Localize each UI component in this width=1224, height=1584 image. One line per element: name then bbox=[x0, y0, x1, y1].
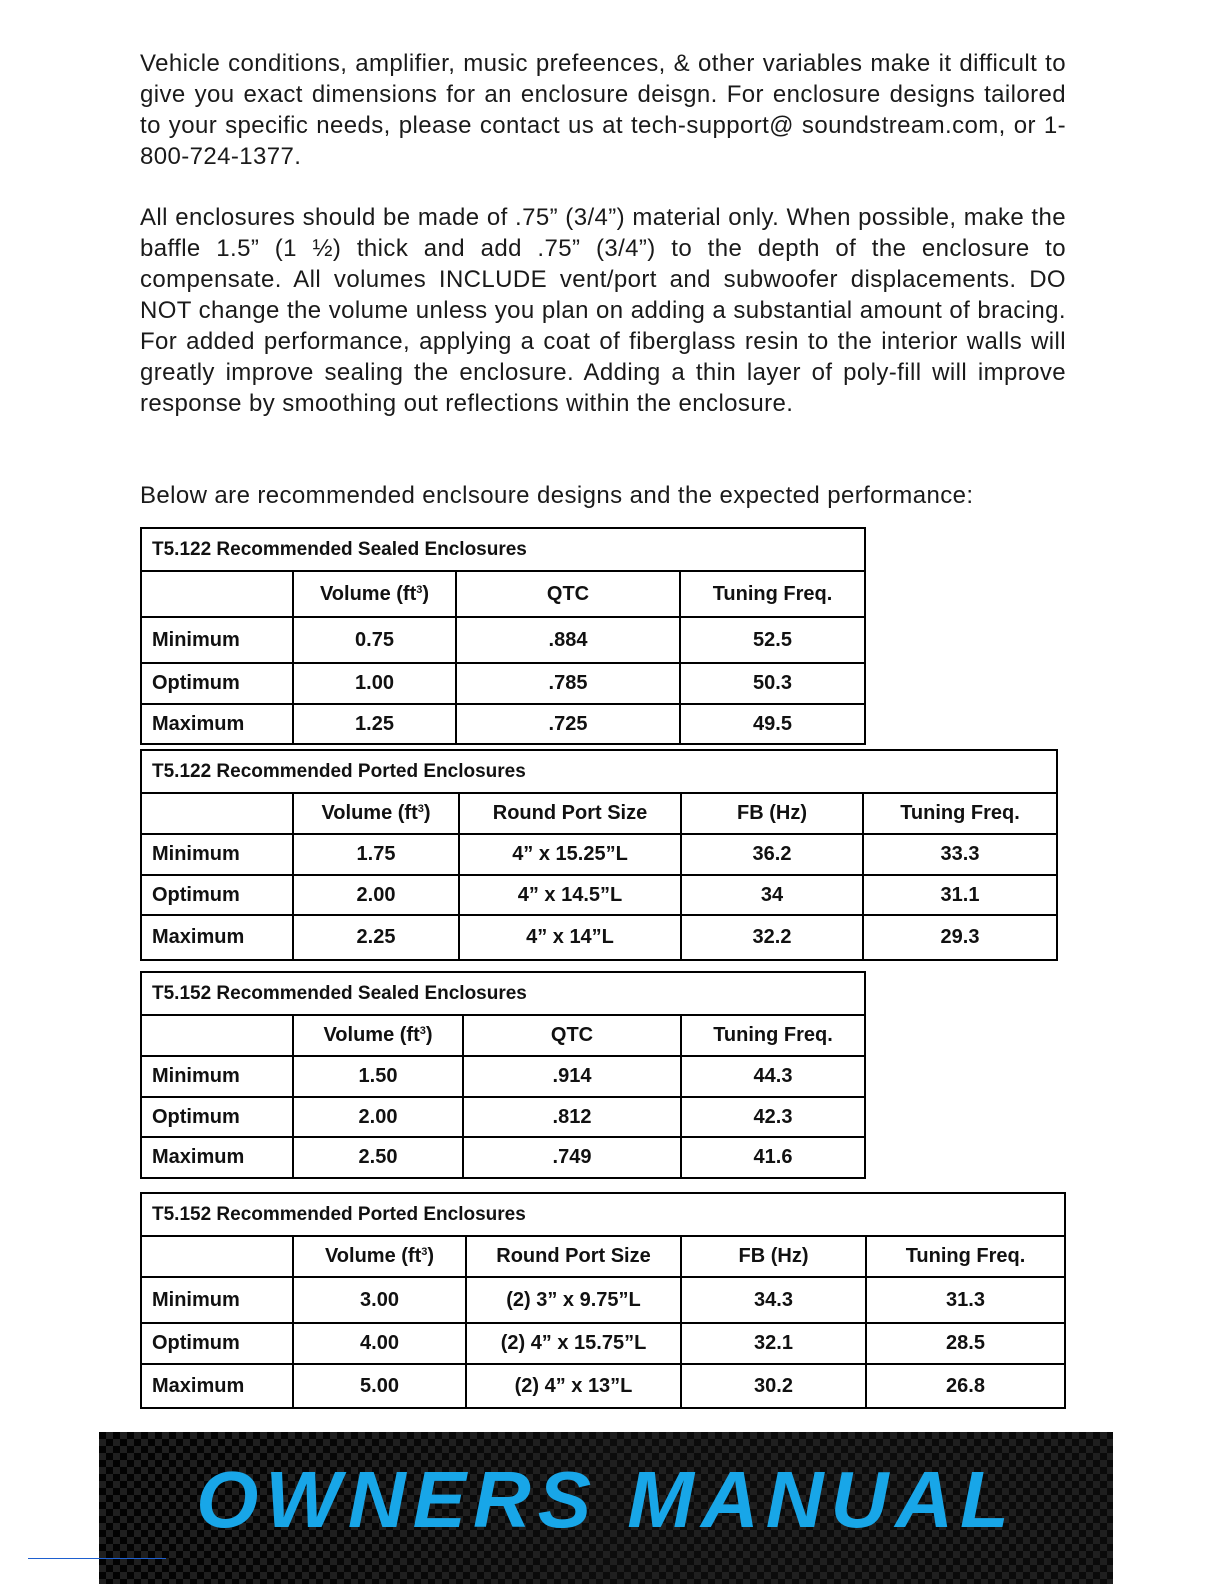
table-cell: 31.1 bbox=[863, 875, 1057, 915]
table-cell: 2.00 bbox=[293, 1097, 463, 1137]
corner-cell bbox=[141, 1015, 293, 1056]
table-row bbox=[141, 663, 865, 704]
table-cell: 0.75 bbox=[293, 617, 456, 663]
table-cell: 31.3 bbox=[866, 1277, 1065, 1323]
table-cell: 33.3 bbox=[863, 834, 1057, 875]
table-cell: 30.2 bbox=[681, 1364, 866, 1408]
table-cell: 44.3 bbox=[681, 1056, 865, 1097]
table-cell: 2.50 bbox=[293, 1137, 463, 1178]
qtc-header: QTC bbox=[456, 571, 680, 617]
owners-manual-title: OWNERS MANUAL bbox=[196, 1455, 1016, 1544]
corner-cell bbox=[141, 793, 293, 834]
table-cell: 50.3 bbox=[680, 663, 865, 704]
carbon-fiber-banner bbox=[99, 1432, 1113, 1584]
table-row bbox=[141, 617, 865, 663]
volume-header: Volume $(ft^3)$ bbox=[293, 1236, 466, 1277]
tuning-freq-header: Tuning Freq. bbox=[863, 793, 1057, 834]
table-cell: 2.25 bbox=[293, 915, 459, 960]
table-cell: 49.5 bbox=[680, 704, 865, 744]
table-row bbox=[141, 875, 1057, 915]
table-cell: 4” x 14.5”L bbox=[459, 875, 681, 915]
table-cell: 41.6 bbox=[681, 1137, 865, 1178]
row-label: Minimum bbox=[141, 834, 293, 875]
table-row bbox=[141, 1056, 865, 1097]
table-cell: .884 bbox=[456, 617, 680, 663]
table-cell: 26.8 bbox=[866, 1364, 1065, 1408]
row-label: Maximum bbox=[141, 1364, 293, 1408]
table-row bbox=[141, 1364, 1065, 1408]
table-title: T5.122 Recommended Ported Enclosures bbox=[141, 750, 1057, 793]
table-title: T5.152 Recommended Sealed Enclosures bbox=[141, 972, 865, 1015]
table-row bbox=[141, 1097, 865, 1137]
table-row bbox=[141, 834, 1057, 875]
table-cell: .785 bbox=[456, 663, 680, 704]
intro-paragraph-designs: Below are recommended enclsoure designs and the expected performance: bbox=[140, 482, 974, 509]
table-title: T5.152 Recommended Ported Enclosures bbox=[141, 1193, 1065, 1236]
table-cell: 4” x 15.25”L bbox=[459, 834, 681, 875]
fb-header: FB (Hz) bbox=[681, 1236, 866, 1277]
row-label: Optimum bbox=[141, 1323, 293, 1364]
table-row bbox=[141, 1277, 1065, 1323]
table-row bbox=[141, 704, 865, 744]
fb-header: FB (Hz) bbox=[681, 793, 863, 834]
table-cell: .812 bbox=[463, 1097, 681, 1137]
table-row bbox=[141, 1323, 1065, 1364]
intro-paragraph-materials: All enclosures should be made of .75” (3/4”) material only. When possible, make the baffle 1.5” (1 ½) thick and add .75” (3/4”) to the depth of the enclosure to compensate. All volumes INCLUDE vent/port and subwoofer displacements. DO NOT change the volume unless you plan on adding a substantial amount of bracing. For added performance, applying a coat of fiberglass resin to the interior walls will greatly improve sealing the enclosure. Adding a thin layer of poly-fill will improve response by smoothing out reflections within the enclosure. bbox=[140, 204, 1066, 417]
volume-header: Volume $(ft^3)$ bbox=[293, 793, 459, 834]
table-cell: .725 bbox=[456, 704, 680, 744]
table-cell: 29.3 bbox=[863, 915, 1057, 960]
footer-divider bbox=[28, 1558, 166, 1559]
table-cell: (2) 4” x 15.75”L bbox=[466, 1323, 681, 1364]
table-cell: 34.3 bbox=[681, 1277, 866, 1323]
volume-header: Volume $(ft^3)$ bbox=[293, 1015, 463, 1056]
table-row bbox=[141, 1137, 865, 1178]
row-label: Optimum bbox=[141, 663, 293, 704]
row-label: Maximum bbox=[141, 1137, 293, 1178]
table-row bbox=[141, 915, 1057, 960]
row-label: Minimum bbox=[141, 1277, 293, 1323]
tuning-freq-header: Tuning Freq. bbox=[680, 571, 865, 617]
tuning-freq-header: Tuning Freq. bbox=[681, 1015, 865, 1056]
row-label: Maximum bbox=[141, 704, 293, 744]
t5122-ported-table bbox=[140, 749, 1058, 961]
table-cell: 1.00 bbox=[293, 663, 456, 704]
table-cell: .749 bbox=[463, 1137, 681, 1178]
table-cell: 52.5 bbox=[680, 617, 865, 663]
table-cell: 5.00 bbox=[293, 1364, 466, 1408]
table-cell: 1.75 bbox=[293, 834, 459, 875]
table-cell: 3.00 bbox=[293, 1277, 466, 1323]
table-cell: (2) 4” x 13”L bbox=[466, 1364, 681, 1408]
row-label: Optimum bbox=[141, 875, 293, 915]
table-title: T5.122 Recommended Sealed Enclosures bbox=[141, 528, 865, 571]
table-cell: 1.25 bbox=[293, 704, 456, 744]
tuning-freq-header: Tuning Freq. bbox=[866, 1236, 1065, 1277]
row-label: Optimum bbox=[141, 1097, 293, 1137]
table-cell: (2) 3” x 9.75”L bbox=[466, 1277, 681, 1323]
table-cell: 32.1 bbox=[681, 1323, 866, 1364]
row-label: Maximum bbox=[141, 915, 293, 960]
table-cell: 32.2 bbox=[681, 915, 863, 960]
table-cell: 4” x 14”L bbox=[459, 915, 681, 960]
corner-cell bbox=[141, 1236, 293, 1277]
port-size-header: Round Port Size bbox=[466, 1236, 681, 1277]
table-cell: 4.00 bbox=[293, 1323, 466, 1364]
row-label: Minimum bbox=[141, 617, 293, 663]
t5152-sealed-table bbox=[140, 971, 866, 1179]
port-size-header: Round Port Size bbox=[459, 793, 681, 834]
t5152-ported-table bbox=[140, 1192, 1066, 1409]
table-cell: 36.2 bbox=[681, 834, 863, 875]
intro-paragraph-contact: Vehicle conditions, amplifier, music prefeences, & other variables make it difficult to give you exact dimensions for an enclosure deisgn. For enclosure designs tailored to your specific needs, please contact us at tech-support@ soundstream.com, or 1-800-724-1377. bbox=[140, 50, 1066, 170]
table-cell: 42.3 bbox=[681, 1097, 865, 1137]
t5122-sealed-table bbox=[140, 527, 866, 745]
table-cell: 34 bbox=[681, 875, 863, 915]
table-cell: 2.00 bbox=[293, 875, 459, 915]
table-cell: .914 bbox=[463, 1056, 681, 1097]
row-label: Minimum bbox=[141, 1056, 293, 1097]
qtc-header: QTC bbox=[463, 1015, 681, 1056]
corner-cell bbox=[141, 571, 293, 617]
volume-header: Volume $(ft^3)$ bbox=[293, 571, 456, 617]
table-cell: 28.5 bbox=[866, 1323, 1065, 1364]
table-cell: 1.50 bbox=[293, 1056, 463, 1097]
